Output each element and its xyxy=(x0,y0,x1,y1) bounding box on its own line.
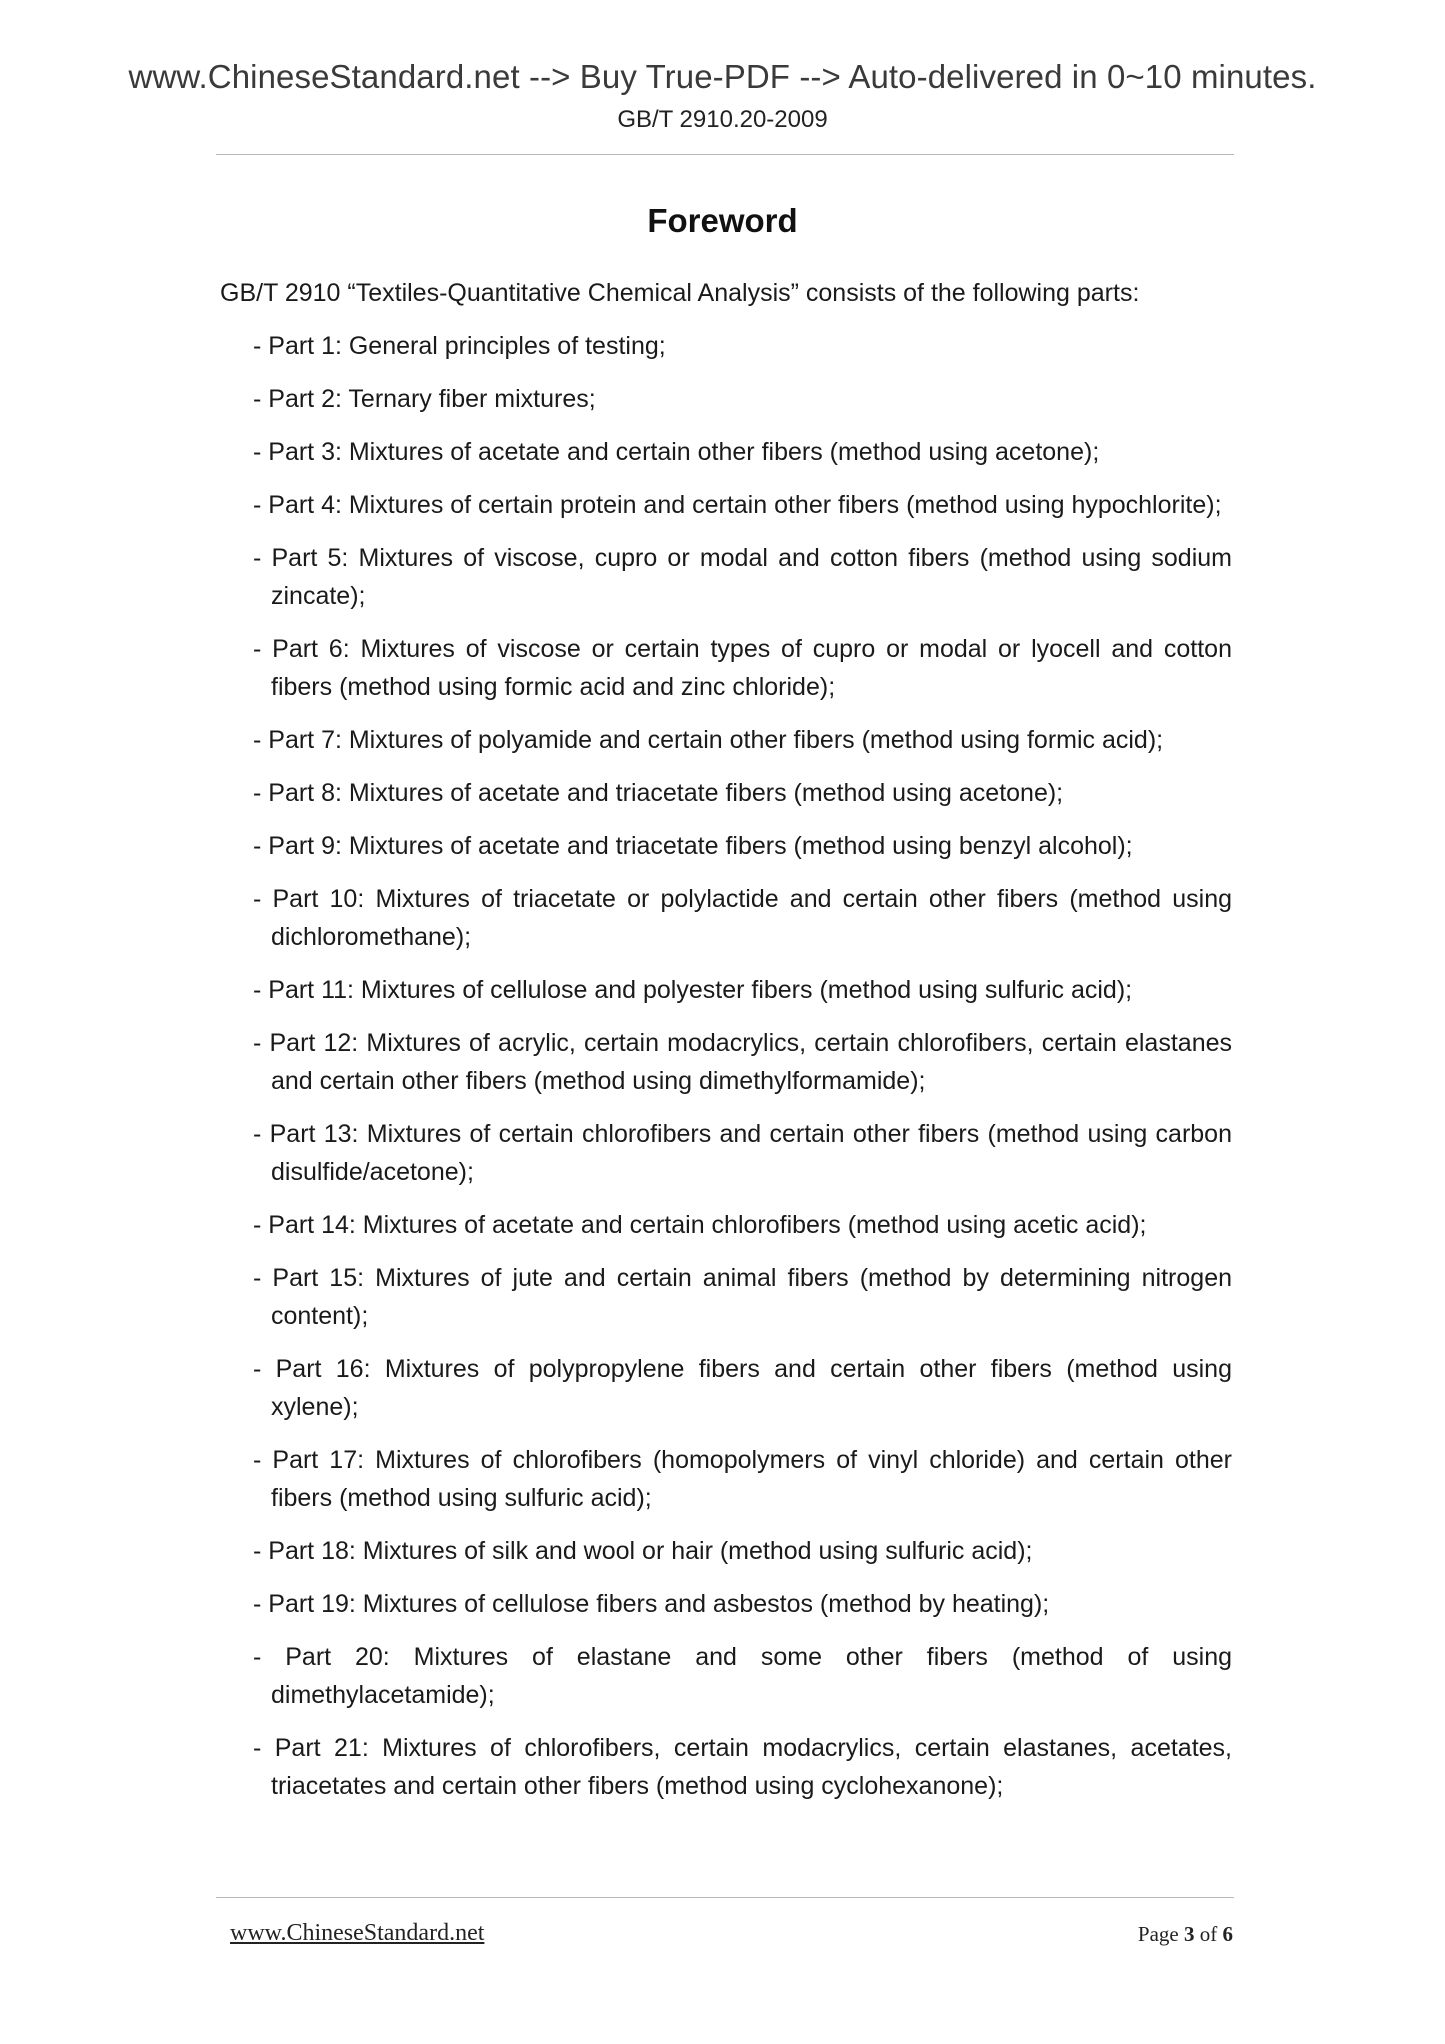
page-of: of xyxy=(1199,1922,1218,1946)
list-item: - Part 12: Mixtures of acrylic, certain modacrylics, certain chlorofibers, certain elastanes and certain other fibers (method using dimethylformamide); xyxy=(253,1029,1232,1095)
list-item: - Part 6: Mixtures of viscose or certain types of cupro or modal or lyocell and cotton fibers (method using formic acid and zinc chloride); xyxy=(253,635,1232,701)
list-item: - Part 13: Mixtures of certain chlorofibers and certain other fibers (method using carbon disulfide/acetone); xyxy=(253,1120,1232,1186)
standard-code: GB/T 2910.20-2009 xyxy=(617,106,828,133)
list-item: - Part 2: Ternary fiber mixtures; xyxy=(253,385,596,413)
parts-list xyxy=(220,327,1232,1805)
list-item: - Part 19: Mixtures of cellulose fibers and asbestos (method by heating); xyxy=(253,1590,1050,1618)
list-item: - Part 18: Mixtures of silk and wool or hair (method using sulfuric acid); xyxy=(253,1537,1033,1565)
foreword-body xyxy=(220,274,1232,1820)
list-item: - Part 1: General principles of testing; xyxy=(253,332,666,360)
list-item: - Part 8: Mixtures of acetate and triacetate fibers (method using acetone); xyxy=(253,779,1064,807)
list-item: - Part 17: Mixtures of chlorofibers (homopolymers of vinyl chloride) and certain other fibers (method using sulfuric acid); xyxy=(253,1446,1232,1512)
list-item: - Part 9: Mixtures of acetate and triacetate fibers (method using benzyl alcohol); xyxy=(253,832,1133,860)
list-item: - Part 16: Mixtures of polypropylene fibers and certain other fibers (method using xylene); xyxy=(253,1355,1232,1421)
list-item: - Part 20: Mixtures of elastane and some other fibers (method of using dimethylacetamide); xyxy=(253,1643,1232,1709)
footer-site-link[interactable]: www.ChineseStandard.net xyxy=(230,1920,485,1946)
header-divider xyxy=(216,154,1234,155)
list-item: - Part 4: Mixtures of certain protein and certain other fibers (method using hypochlorite); xyxy=(253,491,1222,519)
list-item: - Part 21: Mixtures of chlorofibers, certain modacrylics, certain elastanes, acetates, triacetates and certain other fibers (method using cyclohexanone); xyxy=(253,1734,1232,1800)
list-item: - Part 5: Mixtures of viscose, cupro or modal and cotton fibers (method using sodium zincate); xyxy=(253,544,1232,610)
list-item: - Part 3: Mixtures of acetate and certain other fibers (method using acetone); xyxy=(253,438,1100,466)
page-label: Page xyxy=(1137,1922,1179,1946)
list-item: - Part 11: Mixtures of cellulose and polyester fibers (method using sulfuric acid); xyxy=(253,976,1133,1004)
page-number xyxy=(1138,1922,1233,1947)
list-item: - Part 14: Mixtures of acetate and certain chlorofibers (method using acetic acid); xyxy=(253,1211,1147,1239)
list-item: - Part 10: Mixtures of triacetate or polylactide and certain other fibers (method using dichloromethane); xyxy=(253,885,1232,951)
page-current: 3 xyxy=(1184,1922,1195,1946)
list-item: - Part 7: Mixtures of polyamide and certain other fibers (method using formic acid); xyxy=(253,726,1164,754)
footer-divider xyxy=(216,1897,1234,1898)
list-item: - Part 15: Mixtures of jute and certain animal fibers (method by determining nitrogen content); xyxy=(253,1264,1232,1330)
page-title: Foreword xyxy=(647,202,798,239)
header-banner: www.ChineseStandard.net --> Buy True-PDF --> Auto-delivered in 0~10 minutes. xyxy=(128,58,1317,95)
intro-paragraph: GB/T 2910 “Textiles-Quantitative Chemical Analysis” consists of the following parts: xyxy=(220,279,1140,307)
page-total: 6 xyxy=(1222,1922,1233,1946)
